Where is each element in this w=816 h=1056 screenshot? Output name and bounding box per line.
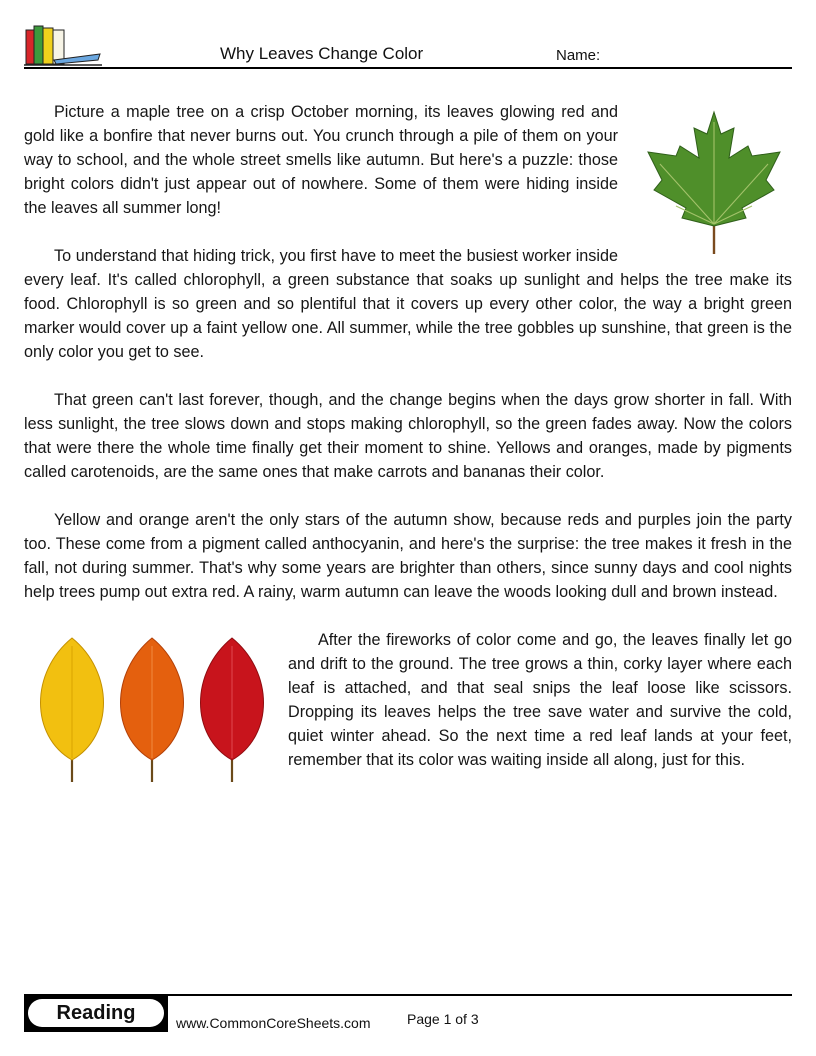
red-leaf-icon — [201, 638, 264, 782]
article-body — [24, 100, 792, 796]
worksheet-header — [24, 20, 792, 70]
maple-leaf-image — [630, 108, 792, 258]
books-icon — [24, 20, 102, 68]
page-number: Page 1 of 3 — [407, 1011, 479, 1027]
footer-website: www.CommonCoreSheets.com — [176, 1015, 371, 1031]
header-divider — [24, 67, 792, 69]
article-paragraph-1: Picture a maple tree on a crisp October morning, its leaves glowing red and gold like a bonfire that never burns out. You crunch through a pile of them on your way to school, and the whole street smells like autumn. But here's a puzzle: those bright colors didn't just appear out of nowhere. Some of them were hiding inside the leaves all summer long! — [24, 103, 618, 217]
article-paragraph-2: To understand that hiding trick, you first have to meet the busiest worker inside every leaf. It's called chlorophyll, a green substance that soaks up sunlight and helps the tree make its food. Chlorophyll is so green and so plentiful that it covers up every other color, the way a bright green marker would cover up a faint yellow one. All summer, while the tree gobbles up sunshine, that green is the only color you get to see. — [24, 247, 792, 361]
article-paragraph-5: After the fireworks of color come and go, the leaves finally let go and drift to the ground. The tree grows a thin, corky layer where each leaf is attached, and that seal snips the leaf loose like scissors. Dropping its leaves helps the tree save water and survive the cold, quiet winter ahead. So the next time a red leaf lands at your feet, remember that its color was waiting inside all along, just for this. — [288, 631, 792, 769]
autumn-leaves-image — [24, 632, 278, 786]
yellow-leaf-icon — [41, 638, 104, 782]
orange-leaf-icon — [121, 638, 184, 782]
name-label: Name: — [556, 47, 601, 64]
subject-badge-label: Reading — [28, 999, 164, 1027]
worksheet-title: Why Leaves Change Color — [220, 44, 424, 63]
article-paragraph-4: Yellow and orange aren't the only stars of the autumn show, because reds and purples join the party too. These come from a pigment called anthocyanin, and here's the surprise: the tree makes it fresh in the fall, not during summer. That's why some years are brighter than others, since sunny days and cool nights help trees pump out extra red. A rainy, warm autumn can leave the woods looking dull and brown instead. — [24, 511, 792, 601]
article-paragraph-3: That green can't last forever, though, and the change begins when the days grow shorter in fall. With less sunlight, the tree slows down and stops making chlorophyll, so the green fades away. Now the colors that were there the whole time finally get their moment to shine. Yellows and oranges, made by pigments called carotenoids, are the same ones that make carrots and bananas their color. — [24, 391, 792, 481]
subject-badge — [24, 996, 168, 1032]
